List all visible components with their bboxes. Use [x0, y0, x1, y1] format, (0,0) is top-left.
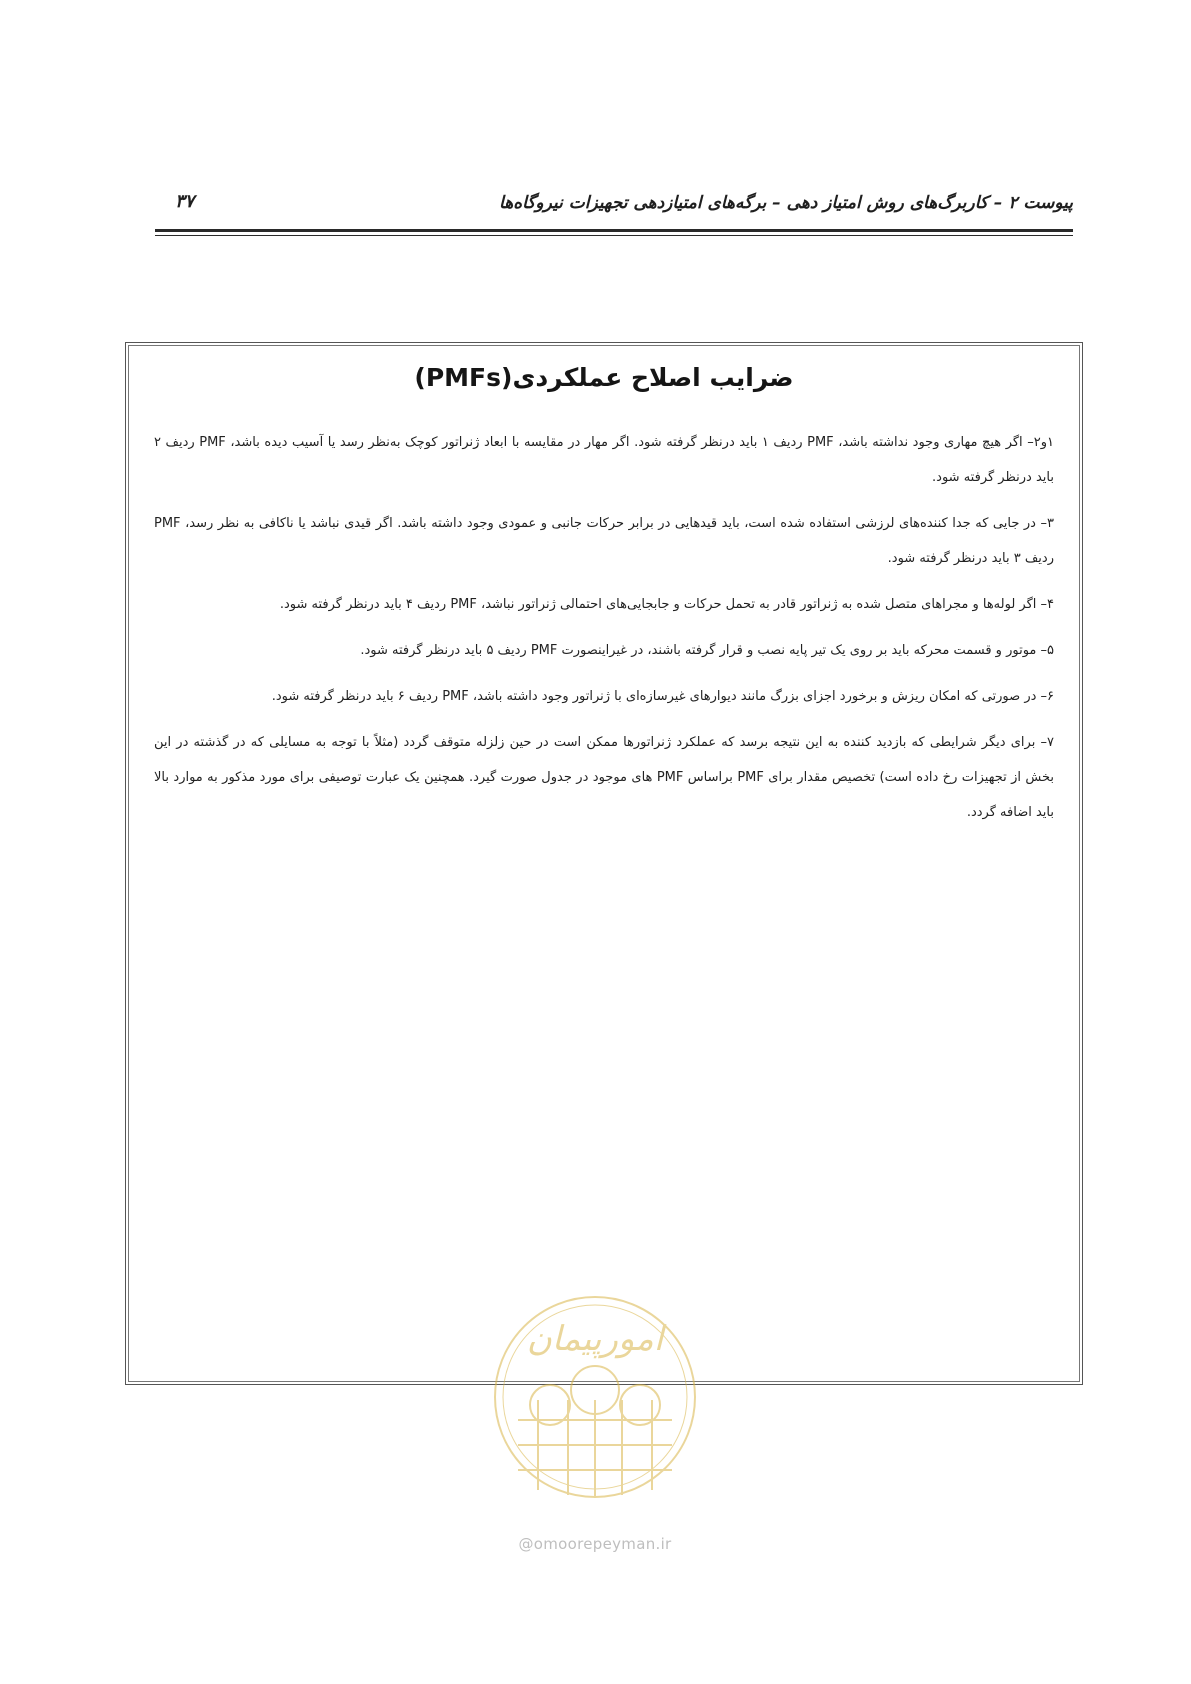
paragraph-4: ۴– اگر لوله‌ها و مجراهای متصل شده به ژنراتور قادر به تحمل حرکات و جابجایی‌های احتمالی ژنراتور نباشد، PMF ردیف ۴ باید درنظر گرفته شود.: [279, 597, 1054, 612]
page-header: [155, 193, 1073, 227]
paragraph-list: [154, 425, 1054, 841]
page-number: ۳۷: [175, 191, 195, 212]
watermark-logo-icon: [478, 1280, 712, 1530]
watermark: [478, 1280, 712, 1560]
header-rule-thin: [155, 235, 1073, 236]
paragraph-3: ۳– در جایی که جدا کننده‌های لرزشی استفاده شده است، باید قیدهایی در برابر حرکات جانبی و عمودی وجود داشته باشد. اگر قیدی نباشد یا ناکافی به نظر رسد، PMF ردیف ۳ باید درنظر گرفته شود.: [154, 516, 1054, 566]
paragraph-1-2: ۱و۲– اگر هیچ مهاری وجود نداشته باشد، PMF ردیف ۱ باید درنظر گرفته شود. اگر مهار در مقایسه با ابعاد ژنراتور کوچک به‌نظر رسد یا آسیب دیده باشد، PMF ردیف ۲ باید درنظر گرفته شود.: [154, 435, 1054, 485]
watermark-caption: @omoorepeyman.ir: [518, 1535, 672, 1553]
header-title: پیوست ۲ – کاربرگ‌های روش امتیاز دهی – برگه‌های امتیازدهی تجهیزات نیروگاه‌ها: [499, 193, 1073, 213]
paragraph-5: ۵– موتور و قسمت محرکه باید بر روی یک تیر پایه نصب و قرار گرفته باشند، در غیراینصورت PMF ردیف ۵ باید درنظر گرفته شود.: [360, 643, 1054, 658]
paragraph-6: ۶– در صورتی که امکان ریزش و برخورد اجزای بزرگ مانند دیوارهای غیرسازه‌ای با ژنراتور وجود داشته باشد، PMF ردیف ۶ باید درنظر گرفته شود.: [271, 689, 1054, 704]
section-title: ضرایب اصلاح عملکردی(PMFs): [414, 363, 794, 392]
content-box: [125, 342, 1083, 1385]
watermark-logo-text: امورپیمان: [526, 1319, 664, 1359]
header-rule: [155, 229, 1073, 232]
paragraph-7: ۷– برای دیگر شرایطی که بازدید کننده به این نتیجه برسد که عملکرد ژنراتورها ممکن است در حین زلزله متوقف گردد (مثلاً با توجه به مسایلی که در گذشته در این بخش از تجهیزات رخ داده است) تخصیص مقدار برای PMF براساس PMF های موجود در جدول صورت گیرد. همچنین یک عبارت توصیفی برای مورد مذکور به موارد بالا باید اضافه گردد.: [154, 735, 1055, 820]
